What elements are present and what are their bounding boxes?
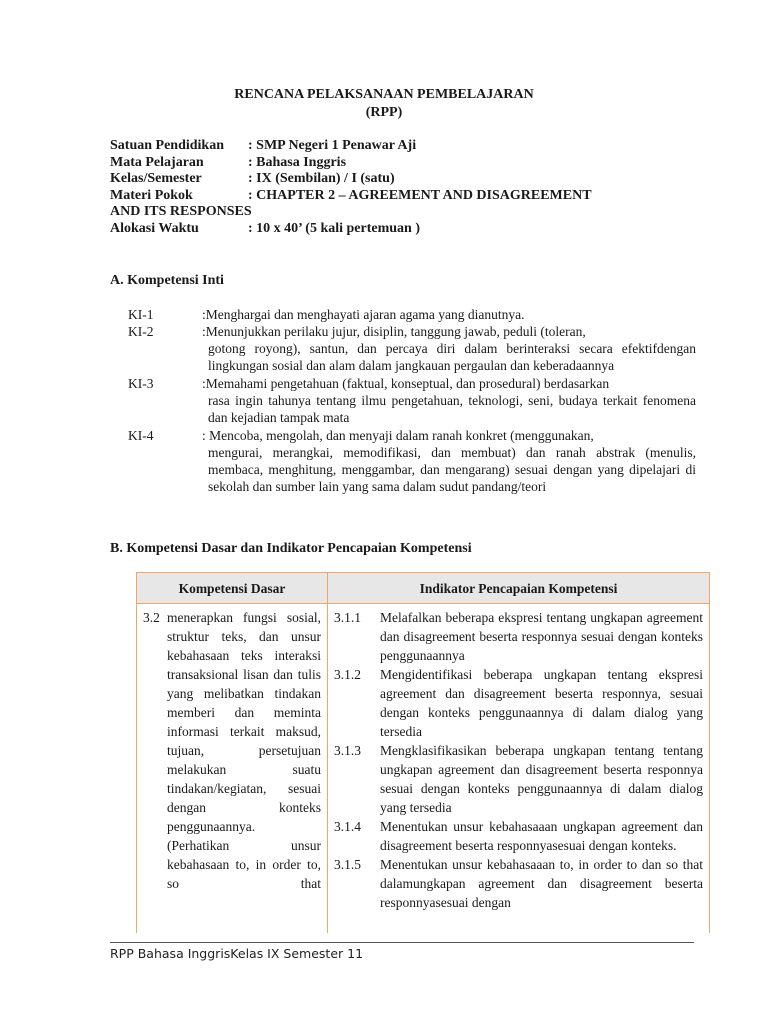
ki-item <box>128 375 696 426</box>
ki-text: :Menunjukkan perilaku jujur, disiplin, tanggung jawab, peduli (toleran, <box>202 324 586 339</box>
indicator-item <box>334 665 703 741</box>
col-kompetensi-dasar: Kompetensi Dasar <box>137 573 328 604</box>
ki-text: :Menghargai dan menghayati ajaran agama yang dianutnya. <box>202 307 525 322</box>
ki-item <box>128 306 696 323</box>
identity-block <box>110 138 710 237</box>
kd-cell <box>137 604 328 934</box>
materi-value-continued: AND ITS RESPONSES <box>110 204 252 219</box>
ki-code: KI-3 <box>128 376 154 391</box>
col-indikator: Indikator Pencapaian Kompetensi <box>328 573 710 604</box>
satuan-value: : SMP Negeri 1 Penawar Aji <box>248 138 417 153</box>
table-row <box>137 604 710 934</box>
indicator-item <box>334 855 703 912</box>
indicator-text: Melafalkan beberapa ekspresi tentang ungkapan agreement dan disagreement beserta responnya sesuai dengan konteks penggunaannya <box>380 610 703 663</box>
indicator-text: Mengidentifikasi beberapa ungkapan tentang ekspresi agreement dan disagreement beserta responnya, sesuai dengan konteks penggunaannya di dalam dialog yang tersedia <box>380 667 703 739</box>
kd-text: menerapkan fungsi sosial, struktur teks, dan unsur kebahasaan teks interaksi transaksional lisan dan tulis yang melibatkan tindakan memberi dan meminta informasi terkait maksud, tujuan, persetujuan melakukan suatu tindakan/kegiatan, sesuai dengan konteks penggunaannya. <box>167 610 321 834</box>
document-title <box>0 86 768 122</box>
indicator-item <box>334 741 703 817</box>
ki-text: : Mencoba, mengolah, dan menyaji dalam ranah konkret (menggunakan, <box>202 428 594 443</box>
kelas-label: Kelas/Semester <box>110 171 202 186</box>
mapel-label: Mata Pelajaran <box>110 154 204 170</box>
indicator-text: Menentukan unsur kebahasaaan to, in order to dan so that dalamungkapan agreement dan disagreement beserta responnyasesuai dengan <box>380 857 703 910</box>
alokasi-value: : 10 x 40’ (5 kali pertemuan ) <box>248 220 420 236</box>
indicator-number: 3.1.2 <box>334 667 361 682</box>
materi-value: : CHAPTER 2 – AGREEMENT AND DISAGREEMENT <box>248 187 592 203</box>
ki-text-continued: gotong royong), santun, dan percaya diri dalam berinteraksi secara efektifdengan lingkungan sosial dan alam dalam jangkauan pergaulan dan keberadaannya <box>208 341 696 373</box>
alokasi-label: Alokasi Waktu <box>110 220 199 236</box>
indicator-number: 3.1.3 <box>334 743 361 758</box>
indicator-item <box>334 817 703 855</box>
footer-divider <box>110 942 694 943</box>
indicator-number: 3.1.4 <box>334 819 361 834</box>
mapel-value: : Bahasa Inggris <box>248 154 347 170</box>
ki-text-continued: mengurai, merangkai, memodifikasi, dan membuat) dan ranah abstrak (menulis, membaca, menghitung, menggambar, dan mengarang) sesuai dengan yang dipelajari di sekolah dan sumber lain yang sama dalam sudut pandang/teori <box>208 445 696 494</box>
title-line-2: (RPP) <box>365 105 403 120</box>
ki-text: :Memahami pengetahuan (faktual, konseptual, dan prosedural) berdasarkan <box>202 376 610 391</box>
indicator-item <box>334 608 703 665</box>
indicator-text: Menentukan unsur kebahasaaan ungkapan agreement dan disagreement beserta responnyasesuai dengan konteks. <box>380 819 703 853</box>
indicator-number: 3.1.1 <box>334 610 361 625</box>
kelas-value: : IX (Sembilan) / I (satu) <box>248 171 395 186</box>
ki-code: KI-4 <box>128 428 154 443</box>
section-b-heading: B. Kompetensi Dasar dan Indikator Pencapaian Kompetensi <box>110 541 472 556</box>
satuan-label: Satuan Pendidikan <box>110 138 224 153</box>
kd-text-note: (Perhatikan unsur kebahasaan to, in order to, so that <box>167 838 321 891</box>
ki-code: KI-1 <box>128 307 154 322</box>
ki-text-continued: rasa ingin tahunya tentang ilmu pengetahuan, teknologi, seni, budaya terkait fenomena dan kejadian tampak mata <box>208 393 696 425</box>
indicator-number: 3.1.5 <box>334 857 361 872</box>
page-footer: RPP Bahasa InggrisKelas IX Semester 11 <box>110 946 364 961</box>
ki-item <box>128 427 696 495</box>
ki-item <box>128 323 696 374</box>
indicator-text: Mengklasifikasikan beberapa ungkapan tentang tentang ungkapan agreement dan disagreement beserta responnya sesuai dengan konteks penggunaannya di dalam dialog yang tersedia <box>380 743 703 815</box>
kd-number: 3.2 <box>143 610 160 625</box>
table-header-row <box>137 573 710 604</box>
title-line-1: RENCANA PELAKSANAAN PEMBELAJARAN <box>234 87 534 102</box>
section-a-heading: A. Kompetensi Inti <box>110 273 224 288</box>
indicator-cell <box>328 604 710 934</box>
competency-table <box>136 572 710 933</box>
ki-code: KI-2 <box>128 324 154 339</box>
ki-list <box>128 306 696 495</box>
materi-label: Materi Pokok <box>110 187 193 203</box>
